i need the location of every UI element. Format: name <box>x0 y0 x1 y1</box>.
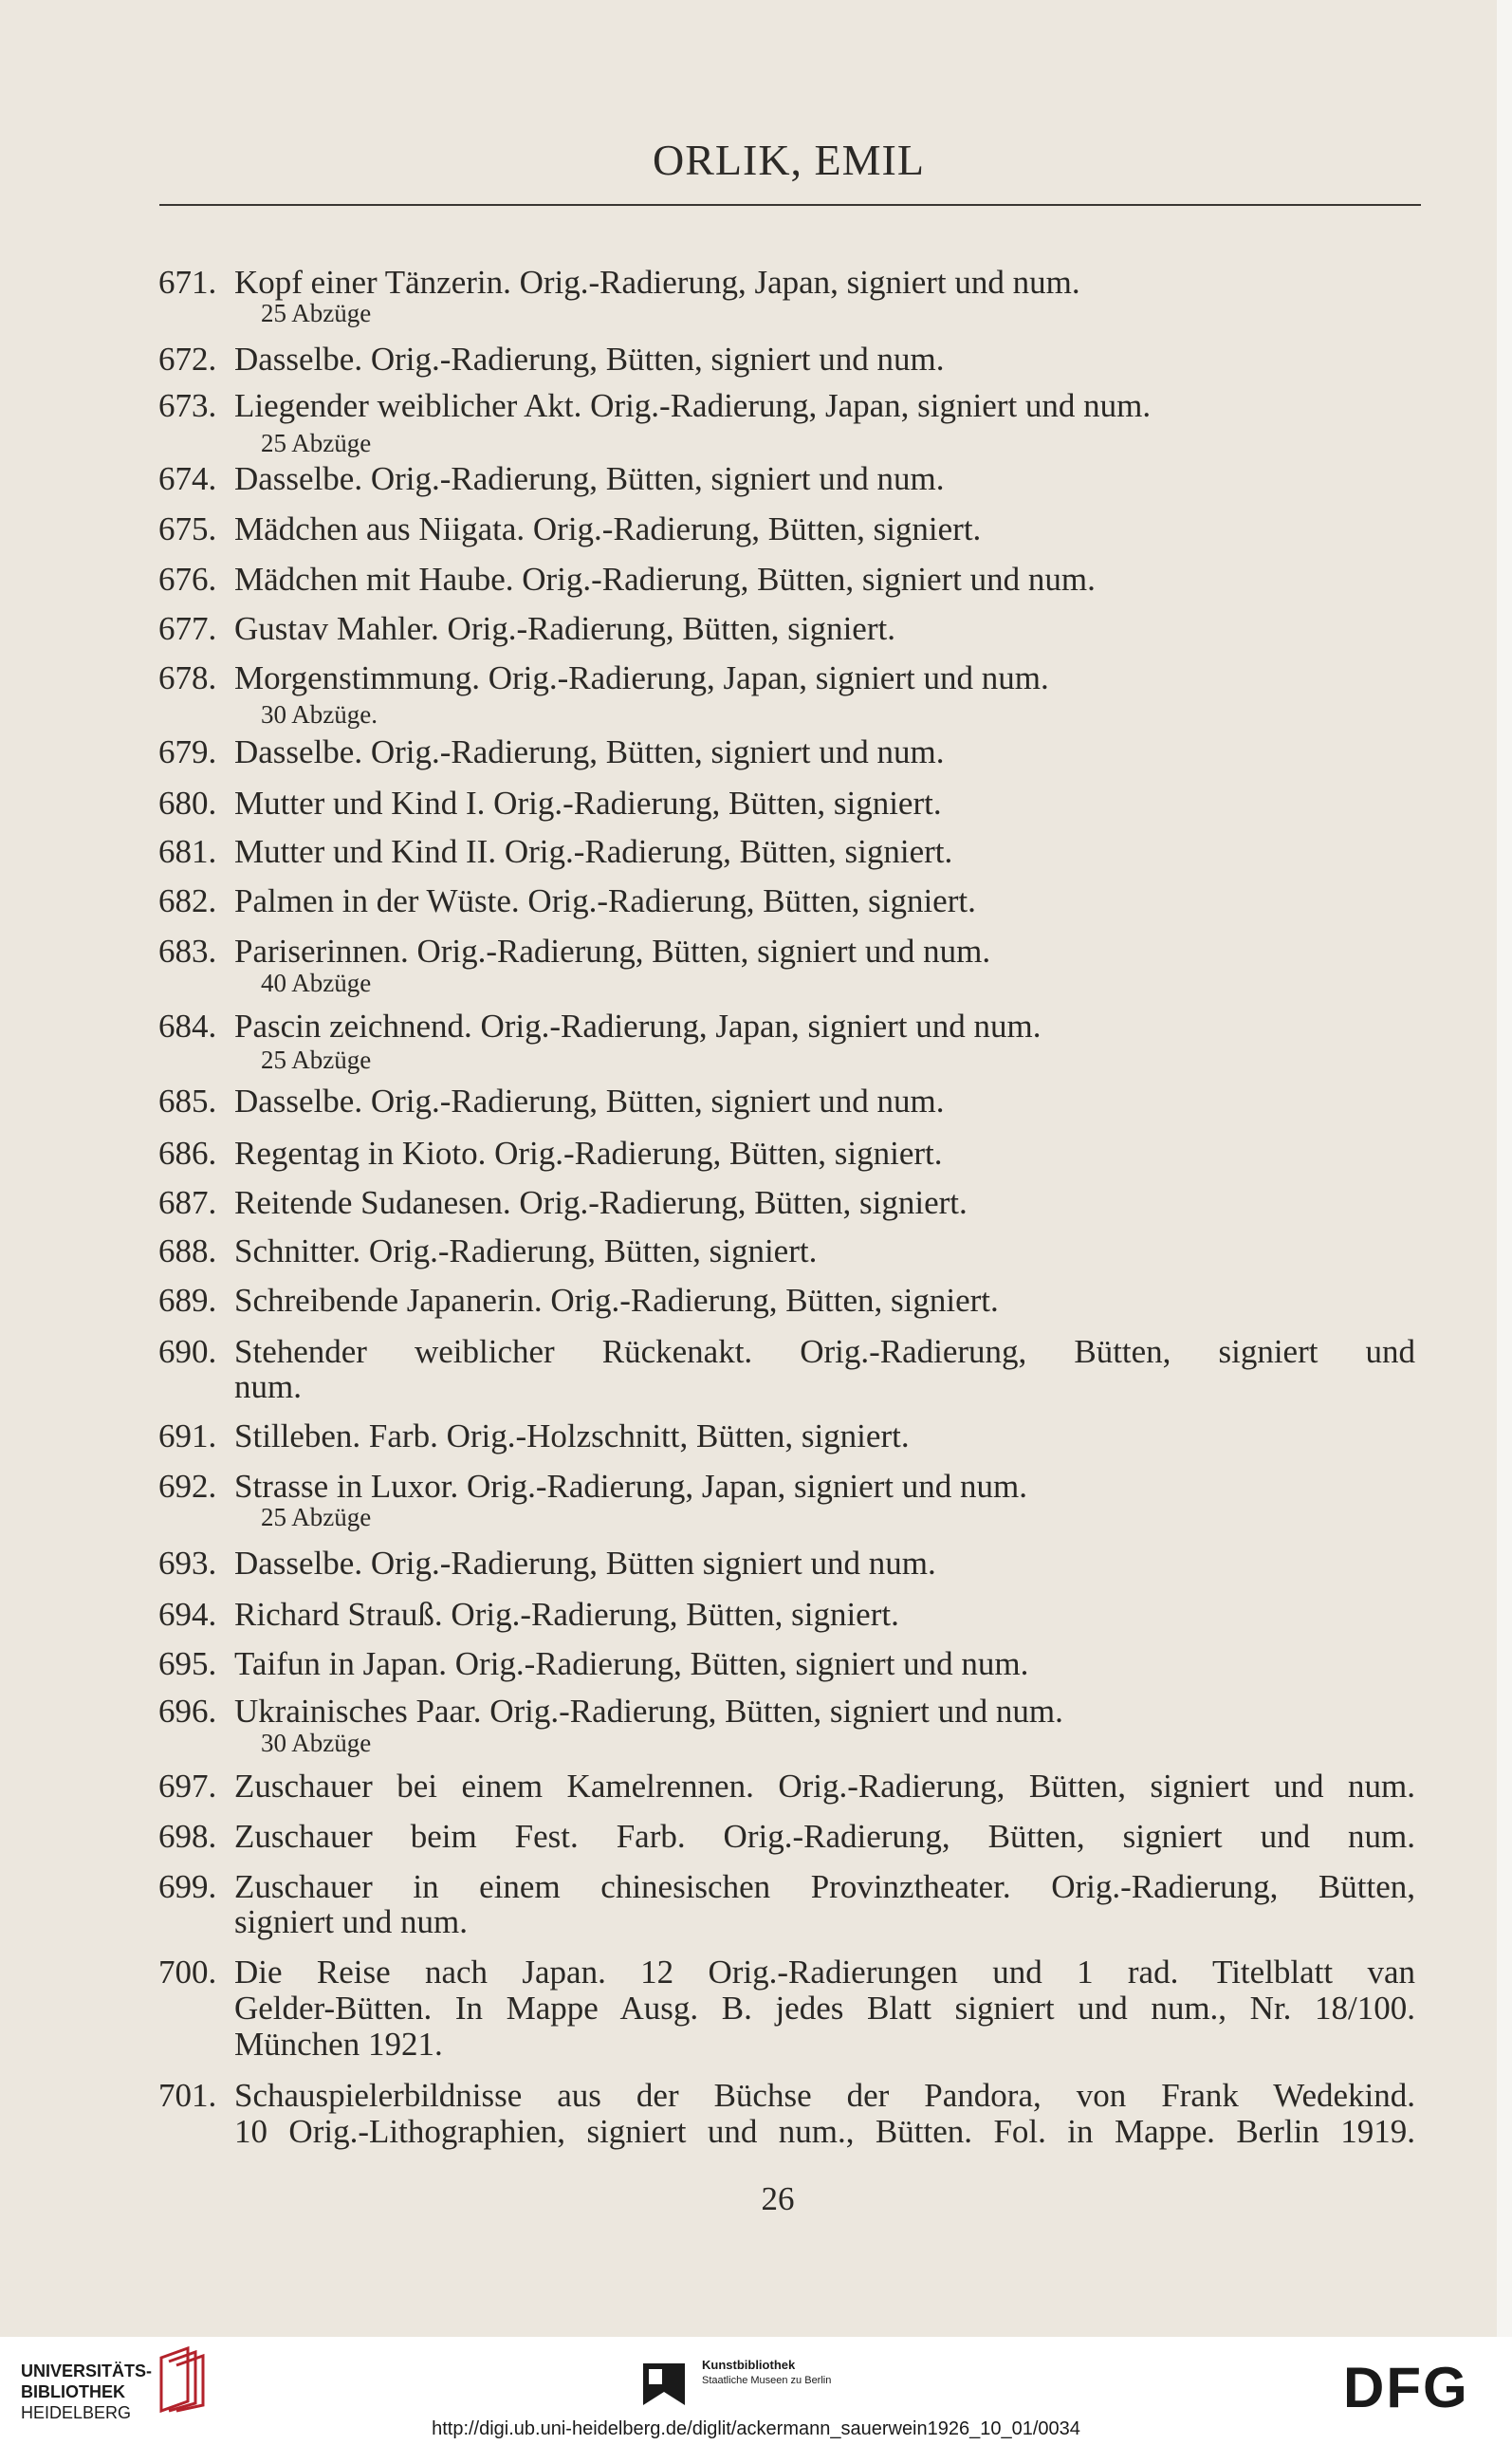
entry-number: 686. <box>158 1135 217 1172</box>
entry-number: 701. <box>158 2077 217 2114</box>
kunstbibliothek-label <box>702 2358 831 2388</box>
entry-text-line: Schnitter. Orig.-Radierung, Bütten, signiert. <box>234 1232 818 1269</box>
entry-number: 690. <box>158 1333 217 1370</box>
entry-number: 694. <box>158 1596 217 1633</box>
entry-text-line: Strasse in Luxor. Orig.-Radierung, Japan, signiert und num. <box>234 1468 1027 1505</box>
entry-number: 685. <box>158 1083 217 1120</box>
entry-number: 692. <box>158 1468 217 1505</box>
entry-text-line: Zuschauer beim Fest. Farb. Orig.-Radierung, Bütten, signiert und num. <box>234 1818 1415 1855</box>
edition-size: 25 Abzüge <box>261 1503 372 1531</box>
entry-text-line: Zuschauer bei einem Kamelrennen. Orig.-Radierung, Bütten, signiert und num. <box>234 1768 1415 1805</box>
entry-number: 671. <box>158 264 217 301</box>
entry-number: 672. <box>158 341 217 378</box>
entry-text-line: München 1921. <box>234 2026 443 2063</box>
entry-text-line: Zuschauer in einem chinesischen Provinztheater. Orig.-Radierung, Bütten, <box>234 1868 1415 1905</box>
entry-text-line: signiert und num. <box>234 1903 468 1940</box>
entry-number: 693. <box>158 1545 217 1582</box>
university-line: BIBLIOTHEK <box>21 2382 125 2401</box>
entry-number: 679. <box>158 733 217 770</box>
entry-number: 687. <box>158 1184 217 1221</box>
entry-text-line: Ukrainisches Paar. Orig.-Radierung, Bütten, signiert und num. <box>234 1693 1063 1730</box>
entry-text-line: Schauspielerbildnisse aus der Büchse der Pandora, von Frank Wedekind. <box>234 2077 1415 2114</box>
entry-text-line: Liegender weiblicher Akt. Orig.-Radierung, Japan, signiert und num. <box>234 387 1152 424</box>
entry-text-line: Morgenstimmung. Orig.-Radierung, Japan, signiert und num. <box>234 659 1049 696</box>
entry-number: 678. <box>158 659 217 696</box>
permalink-url[interactable]: http://digi.ub.uni-heidelberg.de/diglit/ackermann_sauerwein1926_10_01/0034 <box>432 2418 1080 2439</box>
entry-text-line: Mutter und Kind II. Orig.-Radierung, Bütten, signiert. <box>234 833 953 870</box>
entry-text-line: Schreibende Japanerin. Orig.-Radierung, Bütten, signiert. <box>234 1282 999 1319</box>
entry-number: 676. <box>158 561 217 598</box>
kb-title: Kunstbibliothek <box>702 2358 796 2372</box>
entry-text-line: Dasselbe. Orig.-Radierung, Bütten signiert und num. <box>234 1545 936 1582</box>
entry-text-line: Stilleben. Farb. Orig.-Holzschnitt, Bütten, signiert. <box>234 1417 910 1454</box>
university-line: UNIVERSITÄTS- <box>21 2362 153 2380</box>
entry-number: 680. <box>158 785 217 822</box>
entry-text-line: Richard Strauß. Orig.-Radierung, Bütten, signiert. <box>234 1596 899 1633</box>
kb-subtitle: Staatliche Museen zu Berlin <box>702 2375 832 2386</box>
entry-number: 674. <box>158 460 217 497</box>
page-number: 26 <box>761 2180 795 2217</box>
entry-number: 675. <box>158 510 217 547</box>
entry-number: 677. <box>158 610 217 647</box>
edition-size: 25 Abzüge <box>261 299 372 327</box>
entry-number: 682. <box>158 882 217 919</box>
entry-text-line: Reitende Sudanesen. Orig.-Radierung, Bütten, signiert. <box>234 1184 968 1221</box>
entry-text-line: Dasselbe. Orig.-Radierung, Bütten, signiert und num. <box>234 341 945 378</box>
entry-number: 698. <box>158 1818 217 1855</box>
university-library-name <box>21 2361 152 2423</box>
entry-text-line: Dasselbe. Orig.-Radierung, Bütten, signiert und num. <box>234 460 945 497</box>
edition-size: 25 Abzüge <box>261 429 372 457</box>
entry-text-line: Mutter und Kind I. Orig.-Radierung, Bütten, signiert. <box>234 785 942 822</box>
entry-text-line: Die Reise nach Japan. 12 Orig.-Radierungen und 1 rad. Titelblatt van <box>234 1954 1415 1991</box>
entry-text-line: Mädchen aus Niigata. Orig.-Radierung, Bütten, signiert. <box>234 510 982 547</box>
entry-number: 673. <box>158 387 217 424</box>
entry-text-line: Dasselbe. Orig.-Radierung, Bütten, signiert und num. <box>234 733 945 770</box>
entry-text-line: Regentag in Kioto. Orig.-Radierung, Bütten, signiert. <box>234 1135 943 1172</box>
edition-size: 30 Abzüge <box>261 1729 372 1757</box>
kunstbibliothek-logo-icon <box>643 2363 685 2407</box>
entry-text-line: Gelder-Bütten. In Mappe Ausg. B. jedes Blatt signiert und num., Nr. 18/100. <box>234 1990 1415 2027</box>
university-line: HEIDELBERG <box>21 2403 132 2422</box>
footer-bar <box>0 2337 1512 2445</box>
entry-number: 684. <box>158 1008 217 1045</box>
university-library-logo-icon <box>154 2344 209 2413</box>
entry-number: 699. <box>158 1868 217 1905</box>
page-title: ORLIK, EMIL <box>653 136 925 184</box>
dfg-logo: DFG <box>1343 2356 1469 2419</box>
entry-number: 695. <box>158 1645 217 1682</box>
entry-number: 681. <box>158 833 217 870</box>
entry-text-line: Mädchen mit Haube. Orig.-Radierung, Bütten, signiert und num. <box>234 561 1096 598</box>
entry-text-line: Stehender weiblicher Rückenakt. Orig.-Radierung, Bütten, signiert und <box>234 1333 1415 1370</box>
entry-text-line: Taifun in Japan. Orig.-Radierung, Bütten, signiert und num. <box>234 1645 1029 1682</box>
entry-text-line: num. <box>234 1368 302 1405</box>
entry-number: 683. <box>158 933 217 970</box>
entry-text-line: Pascin zeichnend. Orig.-Radierung, Japan, signiert und num. <box>234 1008 1042 1045</box>
entry-number: 696. <box>158 1693 217 1730</box>
entry-text-line: 10 Orig.-Lithographien, signiert und num., Bütten. Fol. in Mappe. Berlin 1919. <box>234 2113 1415 2150</box>
entry-text-line: Pariserinnen. Orig.-Radierung, Bütten, signiert und num. <box>234 933 991 970</box>
entry-text-line: Palmen in der Wüste. Orig.-Radierung, Bütten, signiert. <box>234 882 976 919</box>
entry-text-line: Gustav Mahler. Orig.-Radierung, Bütten, signiert. <box>234 610 895 647</box>
entry-number: 689. <box>158 1282 217 1319</box>
entry-number: 691. <box>158 1417 217 1454</box>
entry-text-line: Kopf einer Tänzerin. Orig.-Radierung, Japan, signiert und num. <box>234 264 1080 301</box>
entry-number: 697. <box>158 1768 217 1805</box>
entry-text-line: Dasselbe. Orig.-Radierung, Bütten, signiert und num. <box>234 1083 945 1120</box>
entry-number: 700. <box>158 1954 217 1991</box>
edition-size: 30 Abzüge. <box>261 700 378 729</box>
entry-number: 688. <box>158 1232 217 1269</box>
edition-size: 25 Abzüge <box>261 1046 372 1074</box>
edition-size: 40 Abzüge <box>261 969 372 997</box>
